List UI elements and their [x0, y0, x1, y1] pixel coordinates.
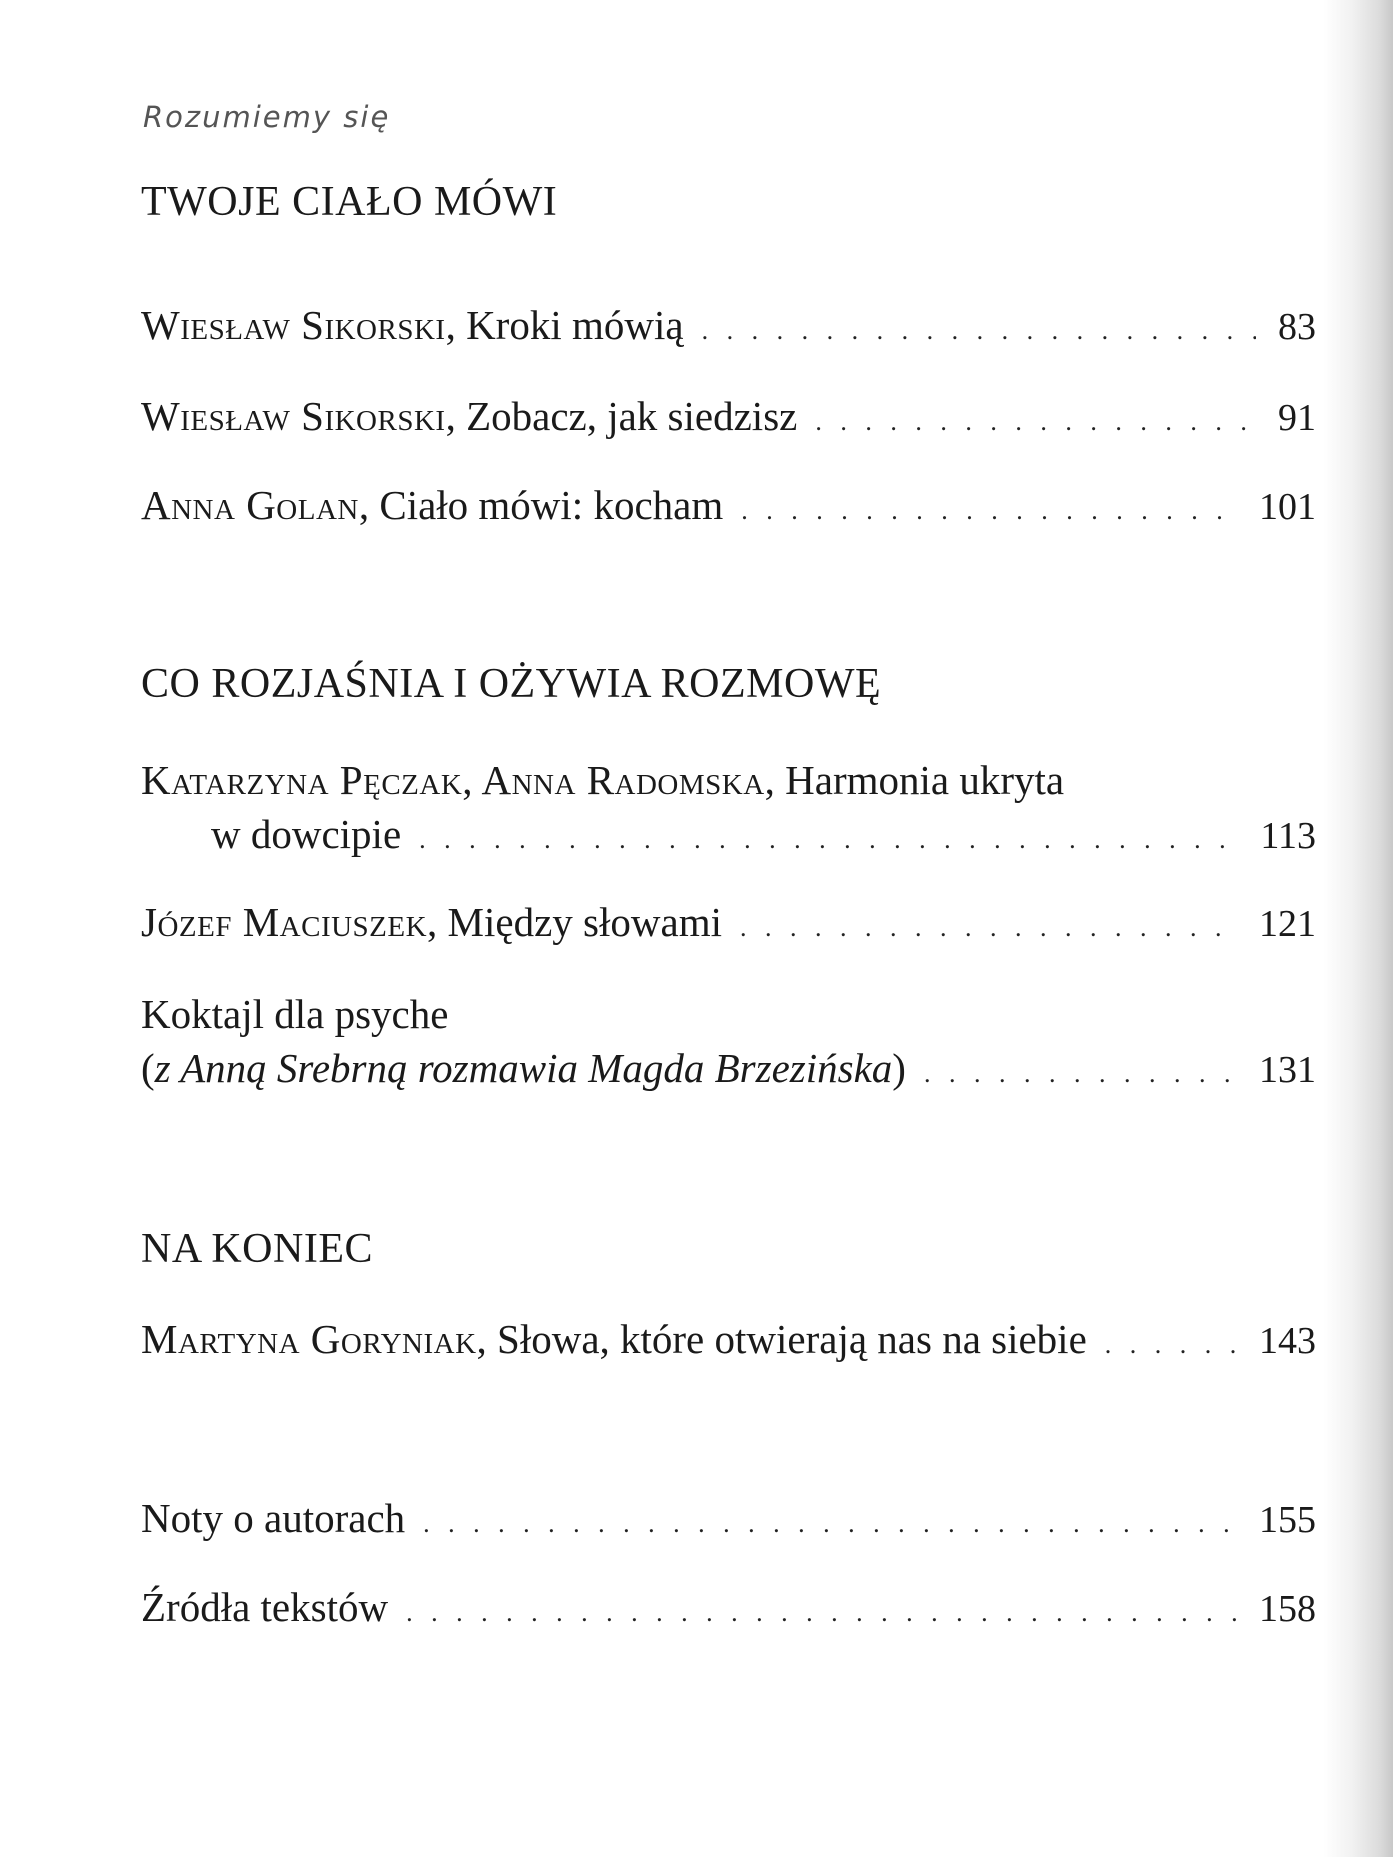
entry-page-number: 143 — [1259, 1320, 1316, 1362]
section-heading-2: CO ROZJAŚNIA I OŻYWIA ROZMOWĘ — [141, 661, 882, 707]
entry-title-line — [141, 895, 722, 949]
entry-title: Między słowami — [447, 899, 722, 945]
toc-entry[interactable] — [141, 987, 1316, 1101]
section-heading-1: TWOJE CIAŁO MÓWI — [141, 179, 558, 225]
entry-title: Zobacz, jak siedzisz — [466, 393, 798, 439]
toc-entry[interactable] — [141, 753, 1316, 867]
toc-entry[interactable] — [141, 895, 1316, 955]
entry-page-number: 91 — [1278, 397, 1316, 439]
dot-leader — [740, 901, 1241, 955]
subtitle-open-paren: ( — [141, 1045, 155, 1091]
entry-page-number: 155 — [1259, 1499, 1316, 1541]
entry-page-number: 131 — [1259, 1049, 1316, 1091]
entry-title: Ciało mówi: kocham — [379, 482, 724, 528]
entry-title-line — [141, 389, 797, 443]
entry-separator: , — [445, 302, 467, 348]
toc-entry[interactable] — [141, 478, 1316, 538]
subtitle-close-paren: ) — [892, 1045, 906, 1091]
entry-separator: , — [764, 757, 786, 803]
dot-leader — [406, 1586, 1241, 1640]
dot-leader — [419, 813, 1242, 867]
entry-title-line — [141, 1312, 1087, 1366]
entry-title: Kroki mówią — [466, 302, 684, 348]
entry-separator: , — [445, 393, 467, 439]
toc-entry[interactable] — [141, 1491, 1316, 1551]
entry-title: Harmonia ukryta — [785, 757, 1065, 803]
toc-entry[interactable] — [141, 298, 1316, 358]
dot-leader — [924, 1047, 1241, 1101]
entry-title: Słowa, które otwierają nas na siebie — [497, 1316, 1087, 1362]
entry-separator: , — [476, 1316, 498, 1362]
entry-subtitle-line — [141, 1041, 906, 1095]
entry-title: Koktajl dla psyche — [141, 991, 449, 1037]
entry-title-line — [141, 298, 684, 352]
entry-page-number: 158 — [1259, 1588, 1316, 1630]
entry-author: Anna Golan — [141, 482, 359, 528]
entry-subtitle: z Anną Srebrną rozmawia Magda Brzezińska — [154, 1045, 893, 1091]
toc-entry[interactable] — [141, 1580, 1316, 1640]
running-head: Rozumiemy się — [143, 100, 391, 134]
entry-separator: , — [427, 899, 448, 945]
entry-page-number: 121 — [1259, 903, 1316, 945]
dot-leader — [741, 484, 1241, 538]
dot-leader — [815, 395, 1256, 449]
entry-page-number: 83 — [1278, 306, 1316, 348]
entry-title: Noty o autorach — [141, 1495, 406, 1541]
entry-title-continuation: w dowcipie — [211, 811, 402, 857]
entry-author: Wiesław Sikorski — [141, 302, 446, 348]
entry-author: Wiesław Sikorski — [141, 393, 446, 439]
toc-entry[interactable] — [141, 1312, 1316, 1372]
entry-author: Martyna Goryniak — [141, 1316, 477, 1362]
entry-author: Katarzyna Pęczak, Anna Radomska — [141, 757, 765, 803]
entry-title-line — [141, 753, 1064, 807]
entry-page-number: 101 — [1259, 486, 1316, 528]
dot-leader — [423, 1497, 1241, 1551]
toc-entry[interactable] — [141, 389, 1316, 449]
entry-title: Źródła tekstów — [141, 1584, 389, 1630]
dot-leader — [1105, 1318, 1241, 1372]
dot-leader — [702, 304, 1256, 358]
entry-title-line — [141, 478, 723, 532]
entry-page-number: 113 — [1260, 815, 1316, 857]
section-heading-3: NA KONIEC — [141, 1226, 373, 1272]
entry-separator: , — [358, 482, 380, 528]
entry-author: Józef Maciuszek — [141, 899, 428, 945]
